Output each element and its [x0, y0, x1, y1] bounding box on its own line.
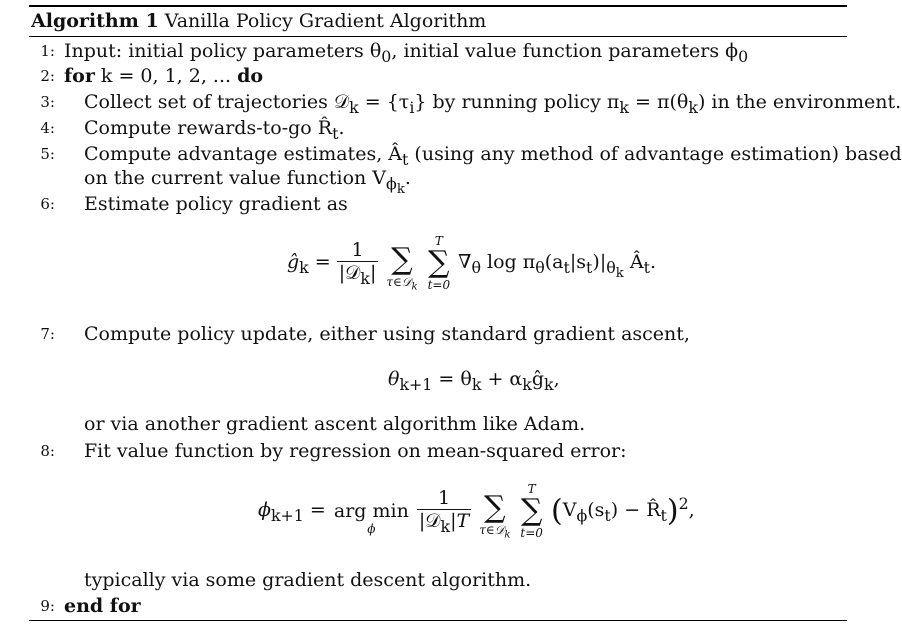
- eq1-frac-den: |𝒟: [338, 261, 361, 284]
- eq3-sum2-lower: t=0: [520, 525, 543, 540]
- eq3-fraction: $\frac{1}{|𝒟_k|T}$: [418, 486, 470, 536]
- line-5-cont: on the current value function $V_{\phi_k}$.: [84, 167, 411, 197]
- eq3-argmin-text: arg min: [333, 499, 409, 522]
- eq2-ghat: ĝ: [531, 368, 545, 390]
- keyword-end-for: end for: [64, 595, 141, 617]
- line-9: [64, 595, 141, 617]
- line-number-7: 7:: [40, 325, 55, 343]
- eq1-close: )|: [592, 251, 607, 274]
- header-rule: [29, 36, 847, 37]
- eq1-advantage: Â: [629, 251, 644, 274]
- eq3-sum-tau: ∑ τ∈𝒟$_k$: [479, 490, 511, 541]
- line-5: Compute advantage estimates, $Â_t$ (using any method of advantage estimation) based: [84, 143, 902, 169]
- line-7-cont: or via another gradient ascent algorithm like Adam.: [84, 413, 586, 435]
- eq1-log: log π: [480, 251, 536, 274]
- line-4: Compute rewards-to-go $R̂_t$.: [84, 117, 345, 143]
- line-5-text-c: on the current value function V: [84, 167, 387, 189]
- line-5-text-a: Compute advantage estimates, Â: [84, 143, 402, 165]
- line-3-text-b: = {τ: [358, 91, 410, 113]
- line-3-text-a: Collect set of trajectories 𝒟: [84, 91, 350, 113]
- line-8: Fit value function by regression on mean-squared error:: [84, 440, 627, 462]
- line-number-4: 4:: [40, 119, 55, 137]
- line-number-5: 5:: [40, 145, 55, 163]
- line-2-loop: k = 0, 1, 2, ...: [94, 65, 238, 87]
- line-number-3: 3:: [40, 93, 55, 111]
- line-7: Compute policy update, either using standard gradient ascent,: [84, 323, 690, 345]
- eq2-lhs: θ: [388, 368, 400, 390]
- algorithm-name: Vanilla Policy Gradient Algorithm: [164, 10, 487, 32]
- eq2-rhs: = θ: [432, 368, 472, 390]
- eq3-sum-t: T ∑ t=0: [520, 481, 543, 540]
- eq3-lhs: ϕ: [258, 499, 271, 522]
- eq3-argmin: [334, 487, 409, 536]
- eq1-lhs: ĝ: [287, 251, 300, 274]
- eq3-s: (s: [587, 499, 605, 522]
- eq1-fraction: $\frac{1}{|𝒟_k|}$: [338, 238, 377, 288]
- line-number-2: 2:: [40, 67, 55, 85]
- line-5-text-b: (using any method of advantage estimation) based: [408, 143, 902, 165]
- eq2-alpha: + α: [481, 368, 523, 390]
- line-1-text-b: , initial value function parameters ϕ: [391, 40, 739, 62]
- eq1-sum1-lower: τ∈𝒟: [386, 275, 412, 289]
- line-6: Estimate policy gradient as: [84, 193, 348, 215]
- eq3-sum2-upper: T: [527, 481, 536, 496]
- line-3: Collect set of trajectories 𝒟$_k$ = $\{\tau_i\}$ by running policy $\pi_k = \pi(\theta_k)$ in the environment.: [84, 91, 902, 117]
- eq1-sum2-upper: T: [434, 233, 443, 248]
- eq1-sum2-lower: t=0: [427, 277, 451, 292]
- eq3-frac-den: |𝒟: [418, 509, 441, 532]
- line-1-text-a: Input: initial policy parameters θ: [64, 40, 382, 62]
- eq1-sum-tau: ∑ τ∈𝒟$_k$: [386, 242, 418, 293]
- keyword-for: for: [64, 65, 95, 87]
- equation-value-fit: $\phi_{k+1}$ = arg min ϕ $\frac{1}{|𝒟_k|T}$ ∑ τ∈𝒟$_k$ T ∑ t=0 ($V_\phi(s_t)$ − $R̂_t)^2$,: [258, 481, 695, 541]
- line-number-1: 1:: [40, 42, 55, 60]
- algorithm-title: [31, 10, 486, 32]
- eq3-frac-num: 1: [417, 487, 471, 510]
- bottom-rule: [29, 620, 847, 621]
- line-number-8: 8:: [40, 442, 55, 460]
- eq3-v: V: [562, 499, 577, 522]
- eq3-argmin-sub: ϕ: [367, 521, 376, 536]
- equation-policy-update: $\theta_{k+1} = \theta_k$ + $\alpha_kĝ_k$,: [388, 368, 560, 394]
- keyword-do: do: [237, 65, 264, 87]
- eq3-sum1-lower: τ∈𝒟: [479, 523, 505, 537]
- eq1-s: |s: [569, 251, 587, 274]
- line-number-6: 6:: [40, 195, 55, 213]
- line-number-9: 9:: [40, 597, 55, 615]
- line-3-text-e: ) in the environment.: [697, 91, 902, 113]
- eq3-square: 2: [678, 493, 689, 513]
- eq3-rhat: ) − R̂: [610, 499, 661, 522]
- eq1-a: (a: [544, 251, 564, 274]
- line-8-cont: typically via some gradient descent algorithm.: [84, 569, 532, 591]
- eq1-nabla: ∇: [458, 251, 472, 274]
- line-1: Input: initial policy parameters $\theta_0$, initial value function parameters $\phi_0$: [64, 40, 749, 66]
- line-4-text: Compute rewards-to-go R̂: [84, 117, 333, 139]
- line-3-text-c: } by running policy π: [414, 91, 620, 113]
- algorithm-label: Algorithm 1: [31, 10, 159, 32]
- eq1-frac-num: 1: [337, 239, 379, 262]
- equation-policy-gradient: $ĝ_k$ = $\frac{1}{|𝒟_k|}$ ∑ τ∈𝒟$_k$ T ∑ t=0 $\nabla_\theta$ $\log \pi_\theta(a_t|s_t)|_{\theta_k}$ $Â_t$.: [287, 233, 656, 293]
- line-3-text-d: = π(θ: [629, 91, 689, 113]
- top-rule: [29, 5, 847, 7]
- eq1-sum-t: T ∑ t=0: [427, 233, 451, 292]
- line-2: [64, 65, 263, 87]
